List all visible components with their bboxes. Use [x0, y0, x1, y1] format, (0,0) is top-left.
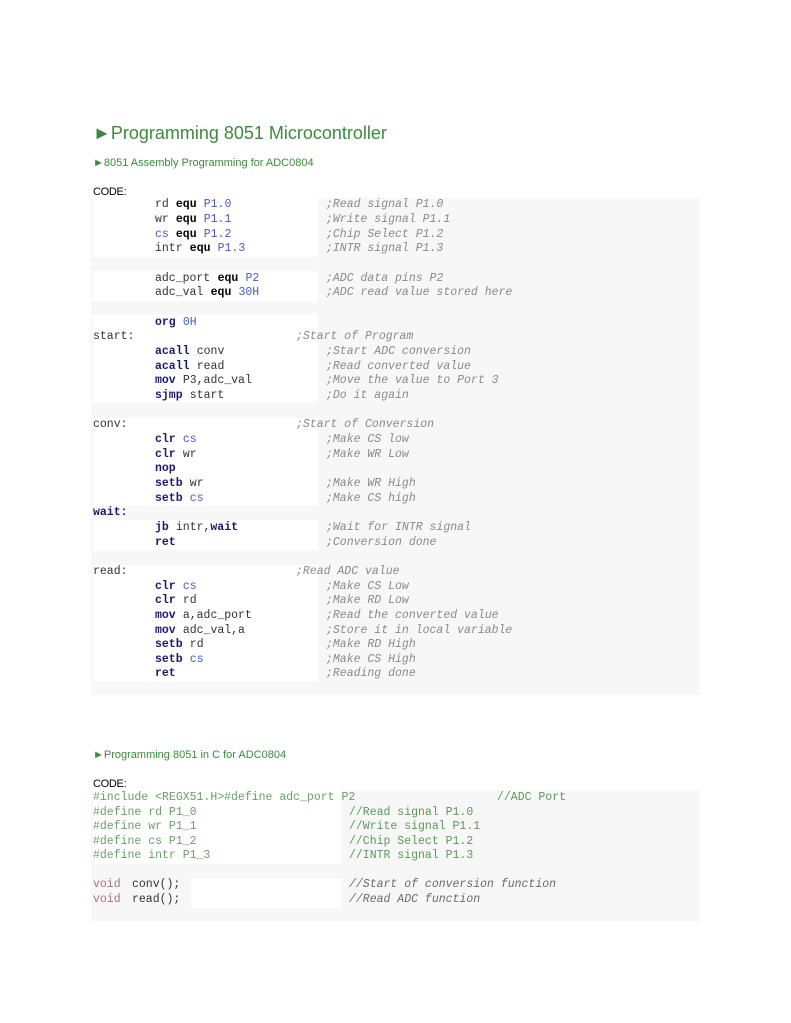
asm-comment: ;Start of Conversion — [296, 418, 435, 431]
asm-operand: P1.2 — [203, 228, 232, 241]
page-title: ►Programming 8051 Microcontroller — [93, 123, 387, 143]
asm-comment: ;Start ADC conversion — [326, 345, 471, 358]
asm-operand: P3,adc_val — [182, 374, 252, 387]
c-code: #define cs P1_2 — [93, 835, 197, 848]
c-comment: //Start of conversion function — [349, 878, 557, 891]
c-code: conv(); — [132, 878, 181, 891]
asm-op: mov — [155, 624, 176, 637]
asm-operand: P1.1 — [203, 213, 232, 226]
asm-comment: ;Read the converted value — [326, 609, 499, 622]
asm-operand: adc_val,a — [182, 624, 245, 637]
asm-operand: start — [189, 389, 225, 402]
asm-comment: ;INTR signal P1.3 — [326, 242, 444, 255]
asm-operand: 30H — [238, 286, 260, 299]
asm-op: clr — [155, 448, 176, 461]
asm-op: jb — [155, 521, 169, 534]
code-label-c: CODE: — [93, 778, 127, 790]
asm-comment: ;Do it again — [326, 389, 409, 402]
asm-comment: ;Make WR Low — [326, 448, 409, 461]
c-comment: //Write signal P1.1 — [349, 820, 481, 833]
c-comment: //Read signal P1.0 — [349, 806, 474, 819]
asm-label: wait: — [93, 506, 128, 519]
asm-op: clr — [155, 433, 176, 446]
asm-op: setb — [155, 638, 183, 651]
asm-op: ret — [155, 667, 176, 680]
asm-keyword: equ — [189, 242, 211, 255]
asm-comment: ;Reading done — [326, 667, 416, 680]
asm-op: setb — [155, 492, 183, 505]
asm-comment: ;Make RD High — [326, 638, 416, 651]
asm-op: wr — [155, 213, 169, 226]
c-code: #define intr P1_3 — [93, 849, 211, 862]
asm-comment: ;Make WR High — [326, 477, 416, 490]
asm-comment: ;Conversion done — [326, 536, 437, 549]
section-heading-c: ►Programming 8051 in C for ADC0804 — [93, 749, 287, 761]
asm-comment: ;Wait for INTR signal — [326, 521, 471, 534]
asm-op: adc_port — [155, 272, 211, 285]
code-label-assembly: CODE: — [93, 186, 127, 198]
asm-operand: wr — [189, 477, 204, 490]
asm-comment: ;Make RD Low — [326, 594, 409, 607]
asm-operand: intr,wait — [175, 521, 239, 534]
asm-op: org — [155, 316, 176, 329]
asm-comment: ;Make CS Low — [326, 580, 409, 593]
asm-label: read: — [93, 565, 128, 578]
asm-comment: ;Move the value to Port 3 — [326, 374, 499, 387]
asm-op: setb — [155, 653, 183, 666]
asm-operand: 0H — [182, 316, 197, 329]
asm-op: setb — [155, 477, 183, 490]
asm-op: adc_val — [155, 286, 204, 299]
asm-op: acall — [155, 345, 190, 358]
c-code: #define wr P1_1 — [93, 820, 197, 833]
c-code: #include <REGX51.H>#define adc_port P2 — [93, 791, 356, 804]
asm-operand: cs — [189, 492, 204, 505]
asm-comment: ;Chip Select P1.2 — [326, 228, 444, 241]
asm-keyword: equ — [217, 272, 239, 285]
c-type: void — [93, 893, 121, 906]
asm-operand: cs — [182, 433, 197, 446]
asm-op: clr — [155, 580, 176, 593]
asm-operand: rd — [182, 594, 197, 607]
asm-comment: ;Read ADC value — [296, 565, 400, 578]
asm-comment: ;Start of Program — [296, 330, 414, 343]
asm-operand: P1.0 — [203, 198, 232, 211]
asm-op: mov — [155, 374, 176, 387]
asm-comment: ;Read converted value — [326, 360, 471, 373]
asm-comment: ;Read signal P1.0 — [326, 198, 444, 211]
asm-operand: a,adc_port — [182, 609, 252, 622]
asm-op: ret — [155, 536, 176, 549]
asm-comment: ;Make CS High — [326, 653, 416, 666]
section-heading-assembly: ►8051 Assembly Programming for ADC0804 — [93, 157, 314, 169]
asm-operand: rd — [189, 638, 204, 651]
asm-comment: ;Make CS high — [326, 492, 416, 505]
asm-operand: cs — [182, 580, 197, 593]
asm-operand: read — [196, 360, 225, 373]
asm-op: rd — [155, 198, 169, 211]
asm-label: start: — [93, 330, 135, 343]
asm-comment: ;Write signal P1.1 — [326, 213, 451, 226]
asm-op: mov — [155, 609, 176, 622]
asm-keyword: equ — [210, 286, 232, 299]
asm-comment: ;Store it in local variable — [326, 624, 513, 637]
asm-operand: P1.3 — [217, 242, 246, 255]
asm-operand: cs — [189, 653, 204, 666]
asm-op: nop — [155, 462, 176, 475]
c-type: void — [93, 878, 121, 891]
asm-operand: conv — [196, 345, 225, 358]
asm-op: clr — [155, 594, 176, 607]
asm-comment: ;Make CS low — [326, 433, 409, 446]
asm-operand: P2 — [245, 272, 260, 285]
asm-keyword: equ — [175, 228, 197, 241]
c-code: #define rd P1_0 — [93, 806, 197, 819]
asm-op: acall — [155, 360, 190, 373]
asm-op: sjmp — [155, 389, 183, 402]
c-comment: //Chip Select P1.2 — [349, 835, 474, 848]
asm-keyword: equ — [175, 198, 197, 211]
c-comment: //INTR signal P1.3 — [349, 849, 474, 862]
asm-operand: wr — [182, 448, 197, 461]
asm-comment: ;ADC read value stored here — [326, 286, 513, 299]
asm-keyword: equ — [175, 213, 197, 226]
c-comment: //Read ADC function — [349, 893, 481, 906]
asm-comment: ;ADC data pins P2 — [326, 272, 444, 285]
c-code: read(); — [132, 893, 181, 906]
asm-op: intr — [155, 242, 183, 255]
c-comment: //ADC Port — [497, 791, 567, 804]
asm-op: cs — [155, 228, 169, 241]
asm-label: conv: — [93, 418, 128, 431]
